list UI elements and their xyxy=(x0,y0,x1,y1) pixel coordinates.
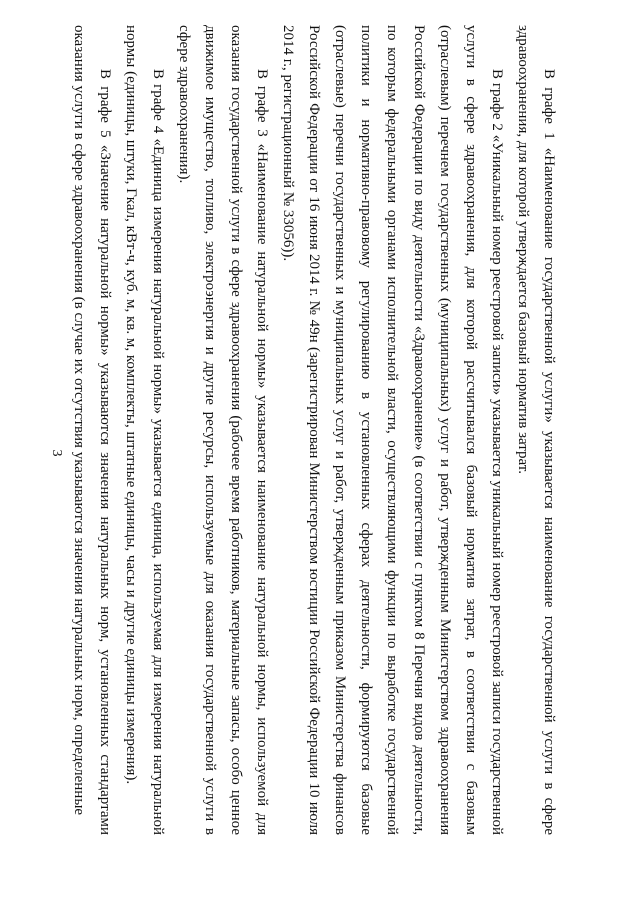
paragraph-column-4: В графе 4 «Единица измерения натуральной нормы» указывается единица, используемая для измерения натуральной нормы (единицы, штуки, Гкал, кВт-ч, куб. м, кв. м, комплекты, штатные единицы, часы и другие единицы измерения). xyxy=(123,25,166,835)
document-body xyxy=(65,0,580,855)
paragraph-column-1: В графе 1 «Наименование государственной услуги» указывается наименование государственной услуги в сфере здравоохранения, для которой утверждается базовый норматив затрат. xyxy=(514,25,557,835)
page-number: 3 xyxy=(49,449,64,457)
paragraph-column-3: В графе 3 «Наименование натуральной нормы» указывается наименование натуральной нормы, используемой для оказания государственной услуги в сфере здравоохранения (рабочее время работников, материальные запасы, особо ценное движимое имущество, топливо, электроэнергия и другие ресурсы, используемые для оказания государственной услуги в сфере здравоохранения). xyxy=(175,25,270,835)
paragraph-column-2: В графе 2 «Уникальный номер реестровой записи» указывается уникальный номер реестровой записи государственной услуги в сфере здравоохранения, для которой рассчитывался базовый норматив затрат, в соответствии с базовым (отраслевым) перечнем государственных (муниципальных) услуг и работ, утвержденным Министерством здравоохранения Российской Федерации по виду деятельности «Здравоохранение» (в соответствии с пунктом 8 Перечня видов деятельности, по которым федеральными органами исполнительной власти, осуществляющими функции по выработке государственной политики и нормативно-правовому регулированию в установленных сферах деятельности, формируются базовые (отраслевые) перечни государственных и муниципальных услуг и работ, утвержденным приказом Министерства финансов Российской Федерации от 16 июня 2014 г. № 49н (зарегистрирован Министерством юстиции Российской Федерации 10 июля 2014 г., регистрационный № 33056)). xyxy=(280,25,505,835)
paragraph-column-5: В графе 5 «Значение натуральной нормы» указываются значения натуральных норм, установленных стандартами оказания услуги в сфере здравоохранения (в случае их отсутствия указываются значения натуральных норм, определенные xyxy=(71,25,114,835)
